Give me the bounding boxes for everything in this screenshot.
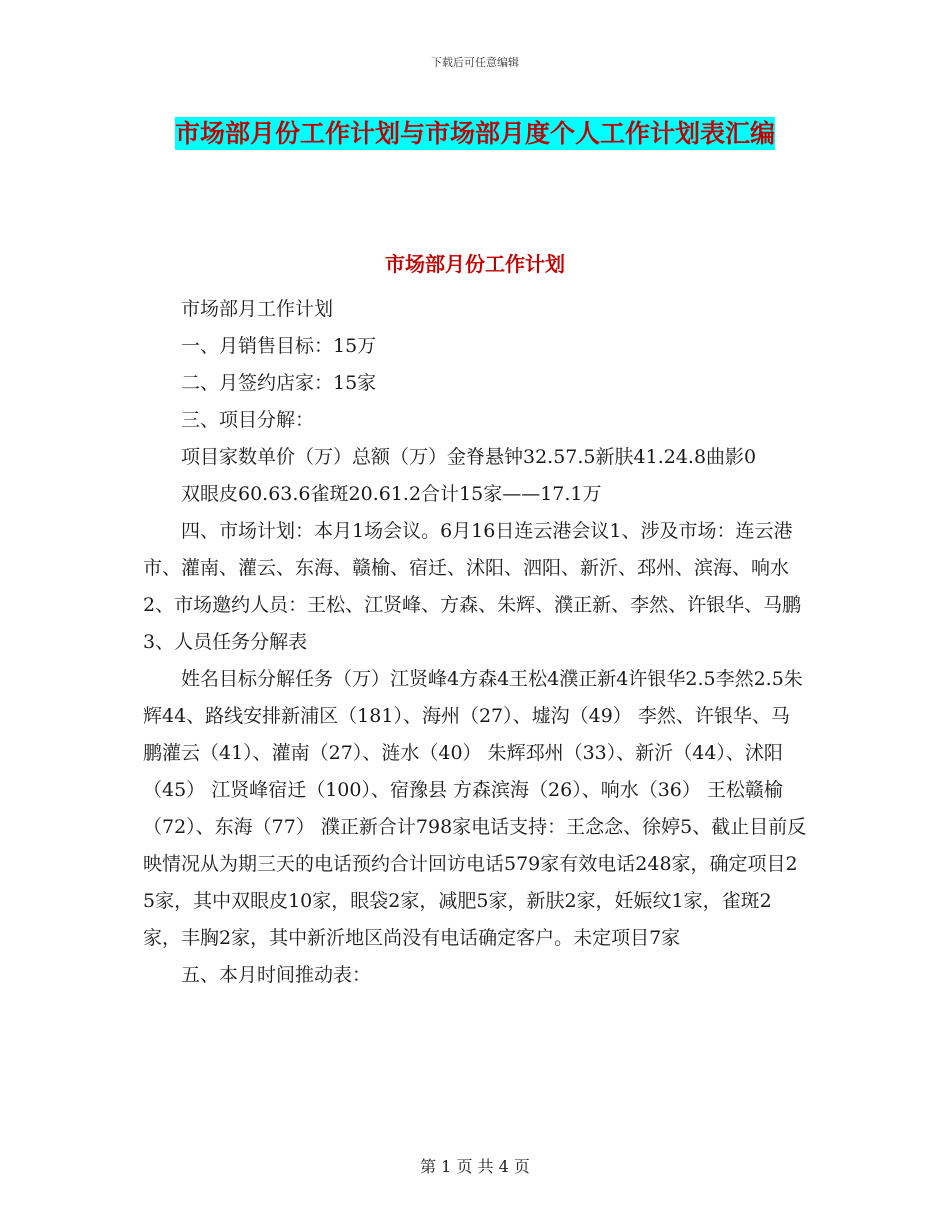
paragraph: 双眼皮60.63.6雀斑20.61.2合计15家——17.1万 [181, 483, 602, 505]
paragraph: 二、月签约店家：15家 [181, 372, 377, 394]
paragraph: 三、项目分解： [181, 409, 315, 431]
paragraph: 五、本月时间推动表： [181, 964, 372, 986]
paragraph: 一、月销售目标：15万 [181, 335, 377, 357]
body-text [143, 291, 807, 994]
paragraph: 四、市场计划：本月1场会议。6月16日连云港会议1、涉及市场：连云港市、灌南、灌云、东海、赣榆、宿迁、沭阳、泗阳、新沂、邳州、滨海、响水2、市场邀约人员：王松、江贤峰、方森、朱辉、濮正新、李然、许银华、马鹏3、人员任务分解表 [143, 520, 802, 653]
document-title [140, 110, 810, 158]
page-footer: 第 1 页 共 4 页 [420, 1157, 530, 1176]
header-note: 下载后可任意编辑 [431, 56, 519, 69]
document-title-text: 市场部月份工作计划与市场部月度个人工作计划表汇编 [174, 119, 775, 148]
section-title: 市场部月份工作计划 [385, 252, 565, 276]
paragraph: 姓名目标分解任务（万）江贤峰4方森4王松4濮正新4许银华2.5李然2.5朱辉44、路线安排新浦区（181）、海州（27）、墟沟（49） 李然、许银华、马鹏灌云（41）、灌南（27）、涟水（40） 朱辉邳州（33）、新沂（44）、沭阳（45） 江贤峰宿迁（100）、宿豫县 方森滨海（26）、响水（36） 王松赣榆（72）、东海（77） 濮正新合计798家电话支持：王念念、徐婷5、截止目前反映情况从为期三天的电话预约合计回访电话579家有效电话248家，确定项目25家，其中双眼皮10家，眼袋2家，减肥5家，新肤2家，妊娠纹1家，雀斑2家，丰胸2家，其中新沂地区尚没有电话确定客户。未定项目7家 [143, 668, 807, 949]
paragraph: 市场部月工作计划 [181, 298, 334, 320]
paragraph: 项目家数单价（万）总额（万）金脊悬钟32.57.5新肤41.24.8曲影0 [181, 446, 757, 468]
